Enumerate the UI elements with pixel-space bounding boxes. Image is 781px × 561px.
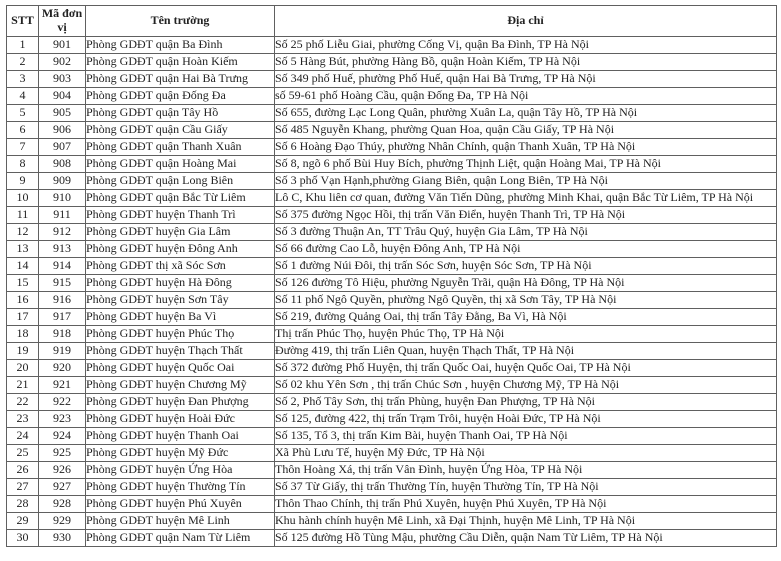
cell-address: Đường 419, thị trấn Liên Quan, huyện Thạch Thất, TP Hà Nội xyxy=(275,342,777,359)
cell-stt: 17 xyxy=(7,308,39,325)
cell-address: Số 02 khu Yên Sơn , thị trấn Chúc Sơn , huyện Chương Mỹ, TP Hà Nội xyxy=(275,376,777,393)
cell-code: 909 xyxy=(39,172,86,189)
table-row xyxy=(7,36,777,53)
cell-stt: 20 xyxy=(7,359,39,376)
cell-code: 910 xyxy=(39,189,86,206)
cell-address: Số 37 Từ Giấy, thị trấn Thường Tín, huyện Thường Tín, TP Hà Nội xyxy=(275,478,777,495)
cell-code: 913 xyxy=(39,240,86,257)
directory-table xyxy=(6,5,777,547)
cell-stt: 18 xyxy=(7,325,39,342)
table-header xyxy=(7,6,777,37)
cell-stt: 28 xyxy=(7,495,39,512)
cell-name: Phòng GDĐT huyện Quốc Oai xyxy=(86,359,275,376)
cell-stt: 8 xyxy=(7,155,39,172)
cell-stt: 19 xyxy=(7,342,39,359)
table-row xyxy=(7,308,777,325)
cell-stt: 3 xyxy=(7,70,39,87)
cell-stt: 6 xyxy=(7,121,39,138)
cell-code: 928 xyxy=(39,495,86,512)
cell-name: Phòng GDĐT huyện Thạch Thất xyxy=(86,342,275,359)
cell-name: Phòng GDĐT quận Bắc Từ Liêm xyxy=(86,189,275,206)
cell-name: Phòng GDĐT quận Long Biên xyxy=(86,172,275,189)
header-row xyxy=(7,6,777,37)
table-row xyxy=(7,155,777,172)
table-row xyxy=(7,70,777,87)
table-row xyxy=(7,274,777,291)
cell-address: Số 5 Hàng Bút, phường Hàng Bồ, quận Hoàn Kiếm, TP Hà Nội xyxy=(275,53,777,70)
cell-name: Phòng GDĐT huyện Mê Linh xyxy=(86,512,275,529)
cell-address: Số 372 đường Phố Huyện, thị trấn Quốc Oai, huyện Quốc Oai, TP Hà Nội xyxy=(275,359,777,376)
cell-address: Thôn Thao Chính, thị trấn Phú Xuyên, huyện Phú Xuyên, TP Hà Nội xyxy=(275,495,777,512)
table-row xyxy=(7,240,777,257)
table-row xyxy=(7,206,777,223)
cell-stt: 9 xyxy=(7,172,39,189)
table-row xyxy=(7,359,777,376)
cell-code: 911 xyxy=(39,206,86,223)
table-row xyxy=(7,461,777,478)
cell-address: Số 349 phố Huế, phường Phố Huế, quận Hai Bà Trưng, TP Hà Nội xyxy=(275,70,777,87)
table-row xyxy=(7,53,777,70)
cell-name: Phòng GDĐT huyện Thanh Trì xyxy=(86,206,275,223)
cell-stt: 15 xyxy=(7,274,39,291)
cell-name: Phòng GDĐT thị xã Sóc Sơn xyxy=(86,257,275,274)
table-row xyxy=(7,172,777,189)
cell-name: Phòng GDĐT huyện Thanh Oai xyxy=(86,427,275,444)
cell-name: Phòng GDĐT huyện Đan Phượng xyxy=(86,393,275,410)
cell-code: 921 xyxy=(39,376,86,393)
cell-code: 914 xyxy=(39,257,86,274)
cell-code: 915 xyxy=(39,274,86,291)
cell-stt: 23 xyxy=(7,410,39,427)
cell-address: Thôn Hoàng Xá, thị trấn Vân Đình, huyện Ứng Hòa, TP Hà Nội xyxy=(275,461,777,478)
table-row xyxy=(7,478,777,495)
cell-name: Phòng GDĐT quận Nam Từ Liêm xyxy=(86,529,275,546)
cell-address: Lô C, Khu liên cơ quan, đường Văn Tiến Dũng, phường Minh Khai, quận Bắc Từ Liêm, TP Hà Nội xyxy=(275,189,777,206)
cell-name: Phòng GDĐT huyện Hà Đông xyxy=(86,274,275,291)
cell-name: Phòng GDĐT huyện Hoài Đức xyxy=(86,410,275,427)
cell-address: Số 3 phố Vạn Hạnh,phường Giang Biên, quận Long Biên, TP Hà Nội xyxy=(275,172,777,189)
cell-address: Thị trấn Phúc Thọ, huyện Phúc Thọ, TP Hà Nội xyxy=(275,325,777,342)
table-row xyxy=(7,325,777,342)
cell-stt: 30 xyxy=(7,529,39,546)
table-row xyxy=(7,376,777,393)
cell-stt: 1 xyxy=(7,36,39,53)
cell-code: 917 xyxy=(39,308,86,325)
column-header-code: Mã đơn vị xyxy=(39,6,86,37)
cell-stt: 2 xyxy=(7,53,39,70)
cell-name: Phòng GDĐT quận Cầu Giấy xyxy=(86,121,275,138)
cell-address: Số 3 đường Thuận An, TT Trâu Quý, huyện Gia Lâm, TP Hà Nội xyxy=(275,223,777,240)
cell-stt: 4 xyxy=(7,87,39,104)
cell-stt: 16 xyxy=(7,291,39,308)
cell-address: Số 655, đường Lạc Long Quân, phường Xuân La, quận Tây Hồ, TP Hà Nội xyxy=(275,104,777,121)
cell-stt: 29 xyxy=(7,512,39,529)
cell-name: Phòng GDĐT quận Ba Đình xyxy=(86,36,275,53)
column-header-address: Địa chỉ xyxy=(275,6,777,37)
cell-address: Số 126 đường Tô Hiệu, phường Nguyễn Trãi, quận Hà Đông, TP Hà Nội xyxy=(275,274,777,291)
cell-name: Phòng GDĐT huyện Sơn Tây xyxy=(86,291,275,308)
cell-code: 916 xyxy=(39,291,86,308)
cell-code: 930 xyxy=(39,529,86,546)
cell-address: Số 135, Tổ 3, thị trấn Kim Bài, huyện Thanh Oai, TP Hà Nội xyxy=(275,427,777,444)
cell-code: 923 xyxy=(39,410,86,427)
cell-stt: 22 xyxy=(7,393,39,410)
cell-code: 929 xyxy=(39,512,86,529)
cell-stt: 21 xyxy=(7,376,39,393)
table-row xyxy=(7,410,777,427)
table-row xyxy=(7,444,777,461)
cell-stt: 11 xyxy=(7,206,39,223)
cell-name: Phòng GDĐT huyện Mỹ Đức xyxy=(86,444,275,461)
cell-code: 919 xyxy=(39,342,86,359)
cell-code: 901 xyxy=(39,36,86,53)
cell-stt: 14 xyxy=(7,257,39,274)
cell-stt: 10 xyxy=(7,189,39,206)
cell-name: Phòng GDĐT huyện Ba Vì xyxy=(86,308,275,325)
cell-code: 918 xyxy=(39,325,86,342)
cell-code: 920 xyxy=(39,359,86,376)
cell-code: 905 xyxy=(39,104,86,121)
cell-name: Phòng GDĐT huyện Phúc Thọ xyxy=(86,325,275,342)
cell-name: Phòng GDĐT huyện Chương Mỹ xyxy=(86,376,275,393)
cell-address: Số 375 đường Ngọc Hồi, thị trấn Văn Điển, huyện Thanh Trì, TP Hà Nội xyxy=(275,206,777,223)
cell-address: số 59-61 phố Hoàng Cầu, quận Đống Đa, TP Hà Nội xyxy=(275,87,777,104)
cell-name: Phòng GDĐT huyện Gia Lâm xyxy=(86,223,275,240)
cell-address: Số 25 phố Liễu Giai, phường Cống Vị, quận Ba Đình, TP Hà Nội xyxy=(275,36,777,53)
table-row xyxy=(7,291,777,308)
cell-stt: 27 xyxy=(7,478,39,495)
table-body xyxy=(7,36,777,546)
cell-address: Số 1 đường Núi Đôi, thị trấn Sóc Sơn, huyện Sóc Sơn, TP Hà Nội xyxy=(275,257,777,274)
cell-code: 903 xyxy=(39,70,86,87)
cell-name: Phòng GDĐT quận Hai Bà Trưng xyxy=(86,70,275,87)
cell-address: Số 219, đường Quảng Oai, thị trấn Tây Đằng, Ba Vì, Hà Nội xyxy=(275,308,777,325)
cell-name: Phòng GDĐT huyện Ứng Hòa xyxy=(86,461,275,478)
cell-address: Số 125, đường 422, thị trấn Trạm Trôi, huyện Hoài Đức, TP Hà Nội xyxy=(275,410,777,427)
cell-name: Phòng GDĐT quận Thanh Xuân xyxy=(86,138,275,155)
cell-code: 904 xyxy=(39,87,86,104)
table-row xyxy=(7,223,777,240)
cell-address: Xã Phù Lưu Tế, huyện Mỹ Đức, TP Hà Nội xyxy=(275,444,777,461)
cell-code: 922 xyxy=(39,393,86,410)
table-row xyxy=(7,104,777,121)
cell-address: Số 11 phố Ngô Quyền, phường Ngô Quyền, thị xã Sơn Tây, TP Hà Nội xyxy=(275,291,777,308)
table-row xyxy=(7,495,777,512)
table-row xyxy=(7,342,777,359)
cell-code: 902 xyxy=(39,53,86,70)
cell-code: 927 xyxy=(39,478,86,495)
cell-stt: 12 xyxy=(7,223,39,240)
cell-address: Khu hành chính huyện Mê Linh, xã Đại Thịnh, huyện Mê Linh, TP Hà Nội xyxy=(275,512,777,529)
cell-address: Số 66 đường Cao Lỗ, huyện Đông Anh, TP Hà Nội xyxy=(275,240,777,257)
column-header-stt: STT xyxy=(7,6,39,37)
table-row xyxy=(7,257,777,274)
cell-code: 907 xyxy=(39,138,86,155)
cell-stt: 25 xyxy=(7,444,39,461)
cell-code: 908 xyxy=(39,155,86,172)
cell-address: Số 8, ngõ 6 phố Bùi Huy Bích, phường Thịnh Liệt, quận Hoàng Mai, TP Hà Nội xyxy=(275,155,777,172)
cell-stt: 5 xyxy=(7,104,39,121)
cell-address: Số 2, Phố Tây Sơn, thị trấn Phùng, huyện Đan Phượng, TP Hà Nội xyxy=(275,393,777,410)
cell-address: Số 125 đường Hồ Tùng Mậu, phường Cầu Diễn, quận Nam Từ Liêm, TP Hà Nội xyxy=(275,529,777,546)
column-header-name: Tên trường xyxy=(86,6,275,37)
table-row xyxy=(7,427,777,444)
table-row xyxy=(7,121,777,138)
cell-code: 912 xyxy=(39,223,86,240)
table-row xyxy=(7,512,777,529)
cell-stt: 24 xyxy=(7,427,39,444)
cell-name: Phòng GDĐT huyện Thường Tín xyxy=(86,478,275,495)
table-row xyxy=(7,87,777,104)
cell-code: 924 xyxy=(39,427,86,444)
cell-name: Phòng GDĐT huyện Đông Anh xyxy=(86,240,275,257)
cell-name: Phòng GDĐT quận Đống Đa xyxy=(86,87,275,104)
cell-name: Phòng GDĐT quận Hoàng Mai xyxy=(86,155,275,172)
table-row xyxy=(7,529,777,546)
cell-stt: 13 xyxy=(7,240,39,257)
cell-code: 925 xyxy=(39,444,86,461)
cell-address: Số 6 Hoàng Đạo Thúy, phường Nhân Chính, quận Thanh Xuân, TP Hà Nội xyxy=(275,138,777,155)
cell-name: Phòng GDĐT huyện Phú Xuyên xyxy=(86,495,275,512)
table-row xyxy=(7,393,777,410)
cell-name: Phòng GDĐT quận Hoàn Kiếm xyxy=(86,53,275,70)
cell-stt: 26 xyxy=(7,461,39,478)
cell-address: Số 485 Nguyễn Khang, phường Quan Hoa, quận Cầu Giấy, TP Hà Nội xyxy=(275,121,777,138)
table-row xyxy=(7,189,777,206)
cell-name: Phòng GDĐT quận Tây Hồ xyxy=(86,104,275,121)
cell-code: 906 xyxy=(39,121,86,138)
cell-code: 926 xyxy=(39,461,86,478)
cell-stt: 7 xyxy=(7,138,39,155)
table-row xyxy=(7,138,777,155)
